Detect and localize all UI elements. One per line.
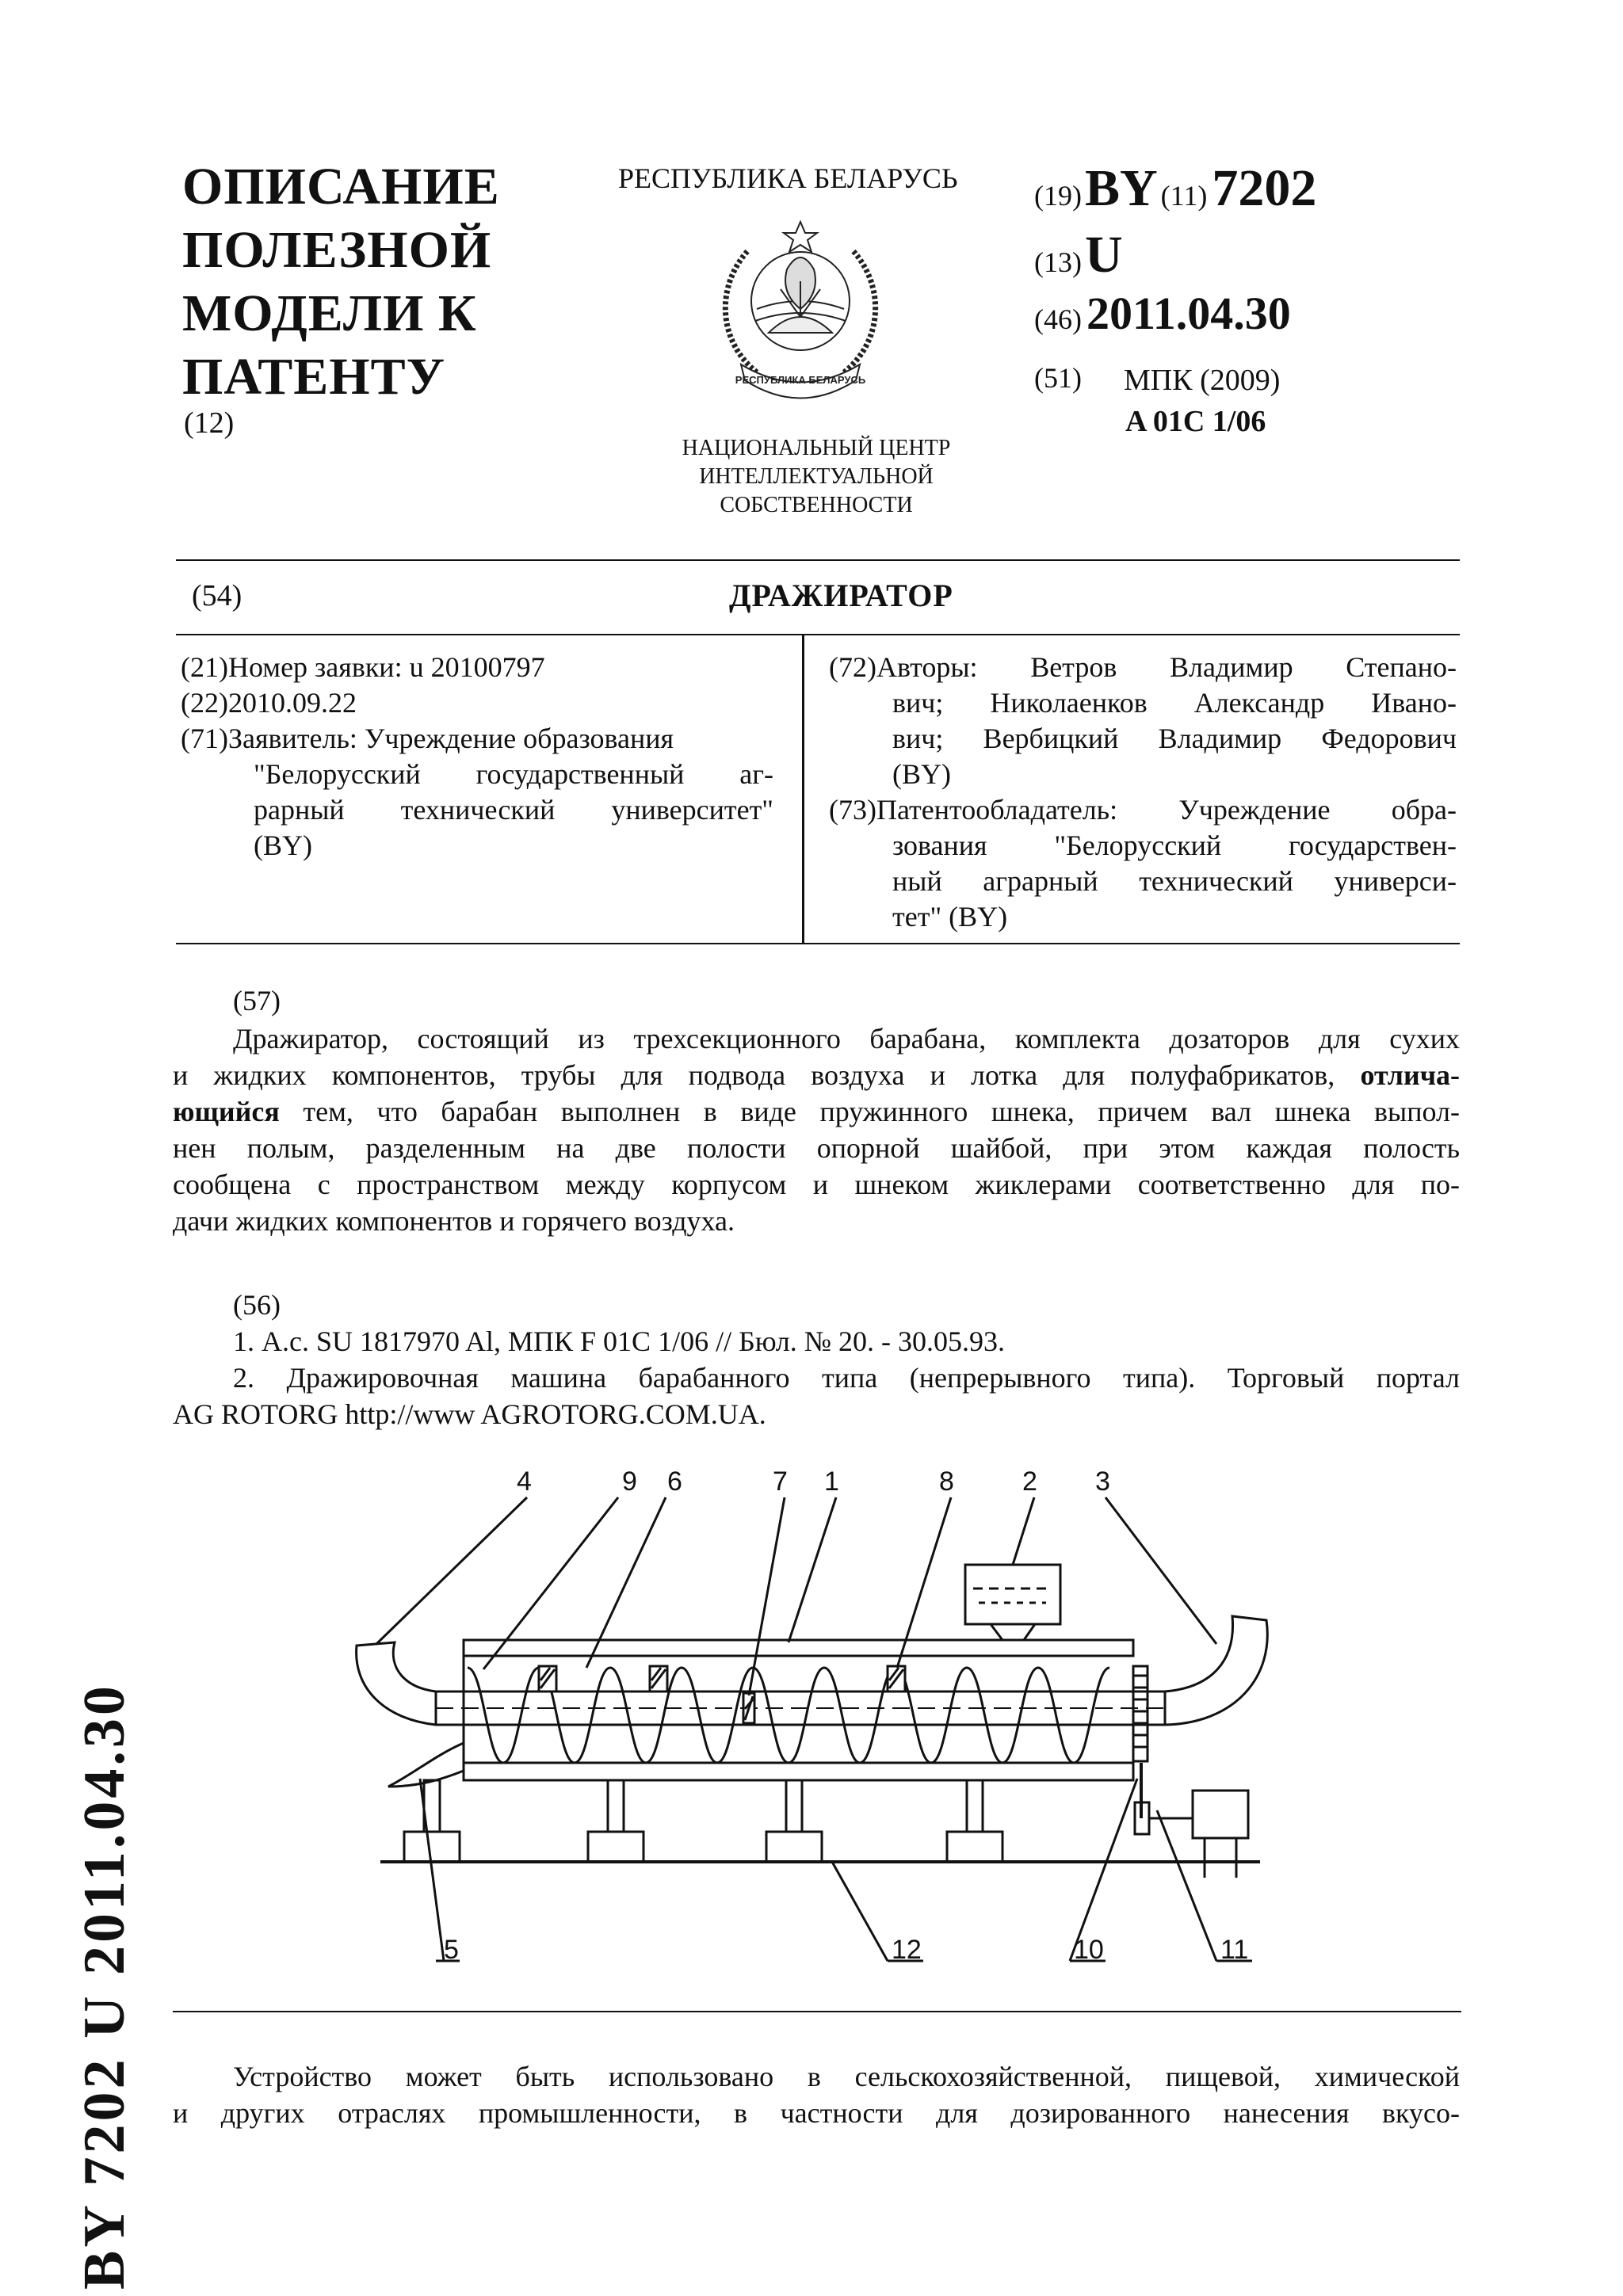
title-line: ОПИСАНИЕ — [182, 158, 500, 215]
biblio-item: (71) Заявитель: Учреждение образования — [181, 723, 674, 754]
document-title — [182, 155, 626, 409]
publication-date: 2011.04.30 — [1086, 288, 1291, 339]
figure-label: 8 — [939, 1466, 954, 1497]
drum-bottom-wall — [464, 1763, 1133, 1780]
motor — [1193, 1791, 1248, 1838]
biblio-right — [829, 650, 1457, 935]
title-code: (12) — [184, 406, 235, 440]
national-center-name — [642, 434, 991, 520]
bold-fragment: отлича- — [1360, 1059, 1460, 1091]
figure-label: 10 — [1074, 1935, 1104, 1965]
code-46: (46) — [1034, 303, 1082, 335]
figure-label: 9 — [622, 1466, 637, 1497]
title-line: МОДЕЛИ К — [182, 284, 477, 342]
leg — [967, 1780, 983, 1832]
figure-label: 2 — [1022, 1466, 1037, 1497]
bold-fragment: ющийся — [173, 1096, 280, 1127]
biblio-item: (22) 2010.09.22 — [181, 687, 357, 719]
authors-names: вич; Николаенков Александр Ивано- вич; Вербицкий Владимир Федорович (BY) — [892, 687, 1457, 790]
kind-line — [1034, 225, 1123, 285]
patent-owner-item: (73) Патентообладатель: Учреждение обра- — [829, 794, 1457, 826]
figure-label: 12 — [892, 1935, 922, 1965]
country-code: BY — [1084, 159, 1158, 217]
invention-title: ДРАЖИРАТОР — [729, 578, 953, 613]
leg — [786, 1780, 802, 1832]
section-54-code: (54) — [192, 579, 242, 612]
kind-code: U — [1084, 226, 1123, 284]
figure-label: 11 — [1220, 1935, 1249, 1965]
patent-number: 7202 — [1212, 159, 1317, 217]
patent-owner-name: зования "Белорусский государствен- ный аграрный технический универси- тет" (BY) — [892, 830, 1457, 933]
title-line: ПАТЕНТУ — [182, 348, 446, 406]
center-line: СОБСТВЕННОСТИ — [720, 493, 913, 517]
citation-item: AG ROTORG http://www AGROTORG.COM.UA. — [173, 1398, 766, 1430]
abstract-text: Дражиратор, состоящий из трехсекционного барабана, комплекта дозаторов для сухих и жидких компонентов, трубы для подвода воздуха и лотка для полуфабрикатов, отлича- ющийся тем, что барабан выполнен в виде пружинного шнека, причем вал шнека выпол- нен полым, разделенным на две полости опорной шайбой, при этом каждая полость сообщена с пространством между корпусом и шнеком жиклерами соответственно для по- дачи жидких компонентов и горячего воздуха. — [173, 1023, 1460, 1237]
date-line — [1034, 287, 1291, 340]
divider — [176, 634, 1460, 635]
figure-label: 6 — [667, 1466, 682, 1497]
biblio-item: (21) Номер заявки: u 20100797 — [181, 651, 545, 683]
figure-label: 5 — [444, 1935, 459, 1965]
figure-label: 7 — [773, 1466, 788, 1497]
code-13: (13) — [1034, 246, 1082, 278]
citation-item: 2. Дражировочная машина барабанного типа (непрерывного типа). Торговый портал — [233, 1362, 1460, 1394]
column-divider — [802, 634, 804, 943]
center-line: НАЦИОНАЛЬНЫЙ ЦЕНТР — [682, 436, 951, 460]
side-document-code: BY 7202 U 2011.04.30 — [72, 1683, 137, 2290]
divider — [173, 2011, 1461, 2012]
device-drawing — [333, 1462, 1300, 1985]
biblio-left — [181, 650, 773, 864]
center-line: ИНТЕЛЛЕКТУАЛЬНОЙ — [699, 464, 934, 489]
citations-code: (56) — [233, 1289, 281, 1321]
spring-auger — [468, 1668, 1109, 1763]
ipc-class: A 01C 1/06 — [1125, 405, 1266, 438]
hopper — [965, 1565, 1060, 1624]
authors-item: (72) Авторы: Ветров Владимир Степано- — [829, 651, 1457, 683]
description-text: Устройство может быть использовано в сельскохозяйственной, пищевой, химической и других отраслях промышленности, в частности для дозированного нанесения вкусо- — [173, 2061, 1460, 2129]
leg — [608, 1780, 624, 1832]
publication-number-line — [1034, 158, 1316, 219]
air-inlet-pipe — [357, 1642, 436, 1725]
code-19: (19) — [1034, 180, 1082, 212]
figure-label: 3 — [1095, 1466, 1110, 1497]
abstract-code: (57) — [233, 985, 281, 1016]
emblem-ribbon-text: РЕСПУБЛИКА БЕЛАРУСЬ — [735, 374, 866, 386]
state-emblem-icon — [709, 214, 892, 412]
title-line: ПОЛЕЗНОЙ — [182, 221, 492, 279]
code-11: (11) — [1160, 180, 1208, 212]
divider — [176, 559, 1460, 561]
citations-list — [173, 1323, 1460, 1432]
figure-label: 4 — [517, 1466, 532, 1497]
figure-label: 1 — [824, 1466, 839, 1497]
ipc-version: МПК (2009) — [1124, 364, 1281, 397]
air-outlet-pipe — [1165, 1616, 1267, 1725]
drum-top-wall — [464, 1640, 1133, 1656]
republic-label: РЕСПУБЛИКА БЕЛАРУСЬ — [618, 162, 958, 194]
divider — [176, 943, 1460, 944]
citation-item: 1. А.с. SU 1817970 Al, МПК F 01C 1/06 // Бюл. № 20. - 30.05.93. — [233, 1325, 1006, 1357]
code-51: (51) — [1034, 362, 1082, 394]
applicant-name: "Белорусский государственный аг- рарный технический университет" (BY) — [254, 758, 773, 861]
